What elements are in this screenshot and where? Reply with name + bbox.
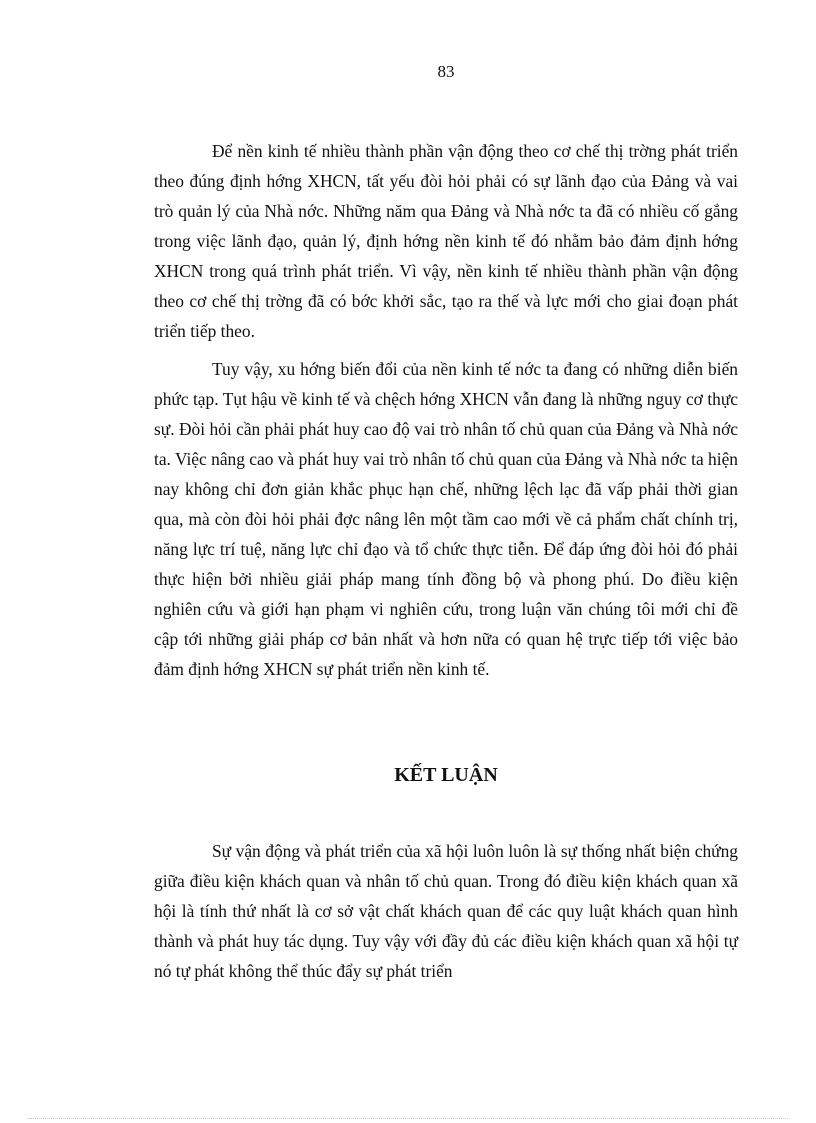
section-heading: KẾT LUẬN: [394, 764, 498, 786]
body-paragraph-2: Tuy vậy, xu hớng biến đổi của nền kinh tế nớc ta đang có những diễn biến phức tạp. Tụt hậu về kinh tế và chệch hớng XHCN vẫn đang là những nguy cơ thực sự. Đòi hỏi cần phải phát huy cao độ vai trò nhân tố chủ quan của Đảng và Nhà nớc ta. Việc nâng cao và phát huy vai trò nhân tố chủ quan của Đảng và Nhà nớc ta hiện nay không chỉ đơn giản khắc phục hạn chế, những lệch lạc đã vấp phải thời gian qua, mà còn đòi hỏi phải đợc nâng lên một tầm cao mới về cả phẩm chất chính trị, năng lực trí tuệ, năng lực chỉ đạo và tổ chức thực tiễn. Để đáp ứng đòi hỏi đó phải thực hiện bởi nhiều giải pháp mang tính đồng bộ và phong phú. Do điều kiện nghiên cứu và giới hạn phạm vi nghiên cứu, trong luận văn chúng tôi mới chỉ đề cập tới những giải pháp cơ bản nhất và hơn nữa có quan hệ trực tiếp tới việc bảo đảm định hớng XHCN sự phát triển nền kinh tế.: [154, 359, 738, 679]
conclusion-paragraph: Sự vận động và phát triển của xã hội luôn luôn là sự thống nhất biện chứng giữa điều kiện khách quan và nhân tố chủ quan. Trong đó điều kiện khách quan xã hội là tính thứ nhất là cơ sở vật chất khách quan để các quy luật khách quan hình thành và phát huy tác dụng. Tuy vậy với đầy đủ các điều kiện khách quan xã hội tự nó tự phát không thể thúc đẩy sự phát triển: [154, 841, 738, 981]
body-paragraph-1: Để nền kinh tế nhiều thành phần vận động theo cơ chế thị trờng phát triển theo đúng định hớng XHCN, tất yếu đòi hỏi phải có sự lãnh đạo của Đảng và vai trò quản lý của Nhà nớc. Những năm qua Đảng và Nhà nớc ta đã có nhiều cố gắng trong việc lãnh đạo, quản lý, định hớng nền kinh tế đó nhằm bảo đảm định hớng XHCN trong quá trình phát triển. Vì vậy, nền kinh tế nhiều thành phần vận động theo cơ chế thị trờng đã có bớc khởi sắc, tạo ra thế và lực mới cho giai đoạn phát triển tiếp theo.: [154, 141, 738, 341]
footer-dotted-rule: [28, 1118, 788, 1119]
page-number: 83: [437, 62, 455, 81]
